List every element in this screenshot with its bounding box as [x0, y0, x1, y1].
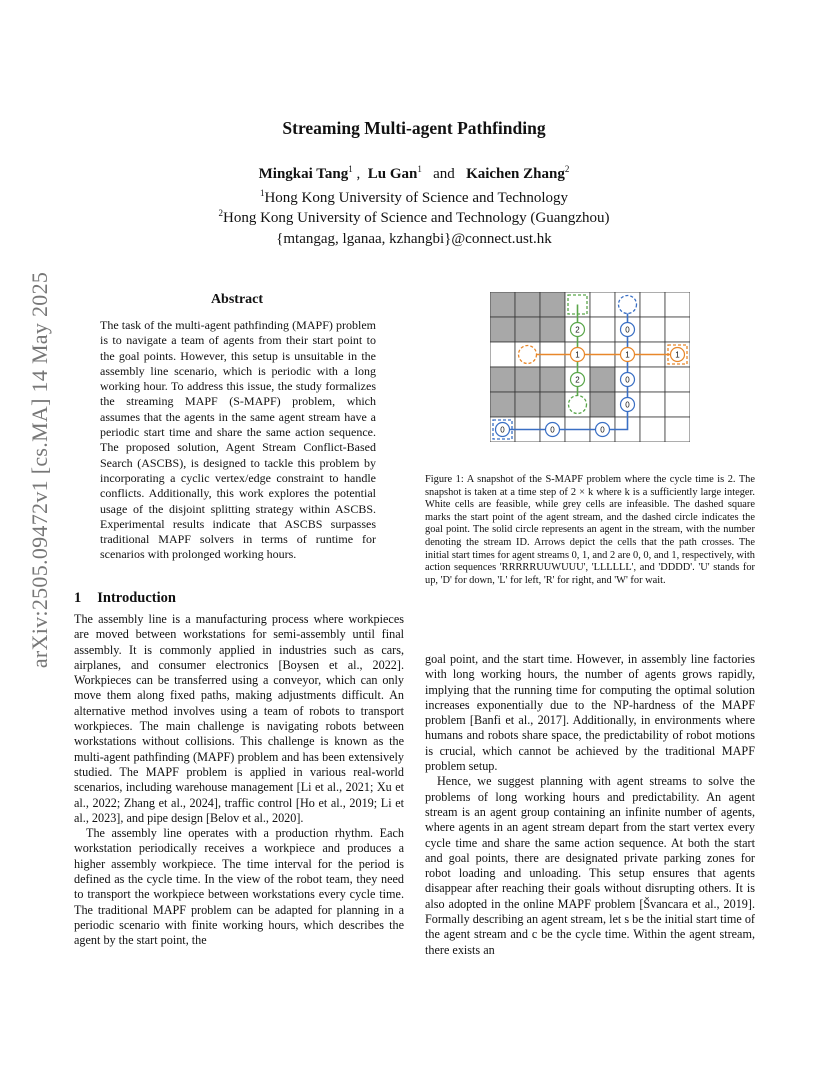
- author-sup: 1: [417, 164, 422, 174]
- blocked-cell: [490, 292, 515, 317]
- author-list: [0, 164, 828, 183]
- blocked-cell: [515, 392, 540, 417]
- blocked-cell: [515, 292, 540, 317]
- agent-label: 1: [625, 350, 630, 360]
- paragraph: The assembly line is a manufacturing process where workpieces are moved between workstations for semi-assembly until final assembly. It is commonly applied in industries such as cars, airplanes, and consumer electronics [Boysen et al., 2022]. Workpieces can be transferred using a conveyor, which can only move them along fixed paths, making adjustments difficult. An alternative method involves using a team of robots to transport workpieces. The main challenge is navigating robots between workstations without collisions. This challenge is known as the multi-agent pathfinding (MAPF) problem and has been extensively studied. The MAPF problem is applied in various real-world scenarios, including warehouse management [Li et al., 2021; Xu et al., 2022; Zhang et al., 2024], traffic control [Ho et al., 2019; Li et al., 2023], and pipe design [Belov et al., 2020].: [74, 612, 404, 825]
- author-name: Mingkai Tang: [258, 166, 349, 182]
- paragraph: The assembly line operates with a production rhythm. Each workstation periodically receives a workpiece and produces a higher assembly workpiece. The time interval for the period is defined as the cycle time. In the view of the robot team, they need to transport the workpiece between workstations every cycle time. The traditional MAPF problem can be adapted for planning in a periodic scenario with finite working hours, which describes the agent by the start point, the: [74, 826, 404, 948]
- blocked-cell: [540, 367, 565, 392]
- blocked-cell: [540, 292, 565, 317]
- author-sup: 2: [564, 164, 570, 174]
- goal-circle: [569, 396, 587, 414]
- goal-circle: [619, 296, 637, 314]
- blocked-cell: [540, 317, 565, 342]
- intro-column: [74, 612, 404, 949]
- free-cell: [640, 417, 665, 442]
- arxiv-stamp: [20, 270, 60, 670]
- free-cell: [490, 342, 515, 367]
- figure-caption: Figure 1: A snapshot of the S-MAPF problem where the cycle time is 2. The snapshot is taken at a time step of 2 × k where k is a sufficiently large integer. White cells are feasible, while grey cells are infeasible. The dashed square marks the start point of the agent stream, and the dashed circle indicates the goal point. The solid circle represents an agent in the stream, with the number denoting the stream ID. Arrows depict the cells that the path crosses. The initial start times for agent streams 0, 1, and 2 are 0, 0, and 1, respectively, with action sequences 'RRRRRUUWUUU', 'LLLLLL', and 'DDDD'. 'U' stands for up, 'D' for down, 'L' for left, 'R' for right, and 'W' for wait.: [425, 474, 756, 586]
- author-separator: and: [433, 166, 455, 182]
- author-name: Kaichen Zhang: [466, 166, 565, 182]
- agent-label: 1: [575, 350, 580, 360]
- blocked-cell: [515, 317, 540, 342]
- free-cell: [590, 317, 615, 342]
- agent-label: 0: [500, 425, 505, 435]
- author-sup: 1: [348, 164, 353, 174]
- figure-grid: [490, 292, 690, 442]
- section-heading: [74, 590, 176, 607]
- author-separator: ,: [356, 166, 361, 182]
- agent-label: 0: [550, 425, 555, 435]
- agent-label: 1: [675, 350, 680, 360]
- affiliation-sup: 2: [218, 208, 223, 218]
- abstract-text: The task of the multi-agent pathfinding (MAPF) problem is to navigate a team of agents from their start point to the goal points. However, this setup is unsuitable in the assembly line scenario, which is periodic with a long working hour. To address this issue, the study formalizes the streaming MAPF (S-MAPF) problem, which assumes that the agents in the same agent stream have a periodic start time and share the same action sequence. The proposed solution, Agent Stream Conflict-Based Search (ASCBS), is designed to tackle this problem by incorporating a cyclic vertex/edge constraint to handle conflicts. Additionally, this work explores the potential usage of the disjoint splitting strategy within ASCBS. Experimental results indicate that ASCBS surpasses traditional MAPF solvers in terms of runtime for scenarios with prolonged working hours.: [100, 318, 376, 562]
- abstract-heading: Abstract: [210, 292, 264, 307]
- blocked-cell: [490, 367, 515, 392]
- agent-label: 0: [625, 375, 630, 385]
- affiliation-sup: 1: [259, 188, 265, 198]
- free-cell: [665, 292, 690, 317]
- agent-label: 2: [575, 375, 580, 385]
- section-title: Introduction: [97, 590, 176, 606]
- free-cell: [640, 367, 665, 392]
- section-number: 1: [74, 590, 82, 606]
- agent-label: 0: [600, 425, 605, 435]
- free-cell: [640, 317, 665, 342]
- goal-circle: [519, 346, 537, 364]
- free-cell: [665, 392, 690, 417]
- blocked-cell: [590, 392, 615, 417]
- free-cell: [665, 317, 690, 342]
- affiliation-text: Hong Kong University of Science and Technology (Guangzhou): [223, 210, 610, 226]
- agent-label: 2: [575, 325, 580, 335]
- blocked-cell: [590, 367, 615, 392]
- affiliation: [0, 208, 828, 227]
- right-column: [425, 652, 755, 958]
- blocked-cell: [515, 367, 540, 392]
- author-name: Lu Gan: [367, 166, 418, 182]
- free-cell: [665, 417, 690, 442]
- blocked-cell: [490, 392, 515, 417]
- author-email[interactable]: {mtangag, lganaa, kzhangbi}@connect.ust.hk: [276, 231, 552, 247]
- agent-label: 0: [625, 400, 630, 410]
- free-cell: [640, 292, 665, 317]
- free-cell: [640, 392, 665, 417]
- grid-map: [490, 292, 690, 442]
- paper-title: Streaming Multi-agent Pathfinding: [282, 118, 546, 138]
- paragraph: goal point, and the start time. However, in assembly line factories with long working hours, the number of agents grows rapidly, implying that the running time for computing the optimal solution increases exponentially due to the NP-hardness of the MAPF problem [Banfi et al., 2017]. Additionally, in environments where humans and robots share space, the predictability of robot motions is crucial, which cannot be achieved by the traditional MAPF problem setup.: [425, 652, 755, 774]
- agent-label: 0: [625, 325, 630, 335]
- free-cell: [590, 292, 615, 317]
- paragraph: Hence, we suggest planning with agent streams to solve the problems of long working hours and predictability. An agent stream is an agent group containing an infinite number of agents, where agents in an agent stream depart from the start vertex every cycle time and share the same action sequence. At both the start and goal points, there are designated private parking zones for robot loading and unloading. This setup ensures that agents disappear after reaching their goals without disrupting others. It is also adopted in the online MAPF problem [Švancara et al., 2019]. Formally describing an agent stream, let s be the initial start time of the agent stream and c be the cycle time. Within the agent stream, there exists an: [425, 774, 755, 957]
- blocked-cell: [490, 317, 515, 342]
- blocked-cell: [540, 392, 565, 417]
- affiliation-text: Hong Kong University of Science and Technology: [264, 190, 569, 206]
- affiliation: [0, 188, 828, 207]
- free-cell: [665, 367, 690, 392]
- arxiv-id: arXiv:2505.09472v1 [cs.MA] 14 May 2025: [27, 271, 52, 669]
